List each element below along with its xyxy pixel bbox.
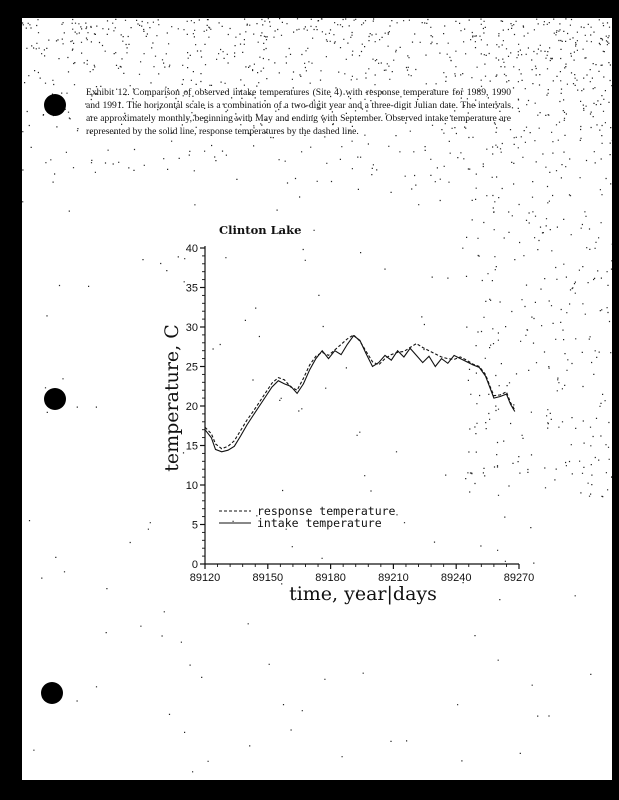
legend-label-response: response temperature xyxy=(257,504,396,518)
y-tick-label: 5 xyxy=(191,519,198,532)
y-tick-label: 35 xyxy=(185,282,198,295)
y-tick-label: 25 xyxy=(185,361,198,374)
x-tick-label: 89180 xyxy=(315,572,346,584)
y-tick-label: 10 xyxy=(185,480,198,492)
x-tick-label: 89240 xyxy=(440,572,472,584)
legend xyxy=(219,504,396,530)
y-tick-label: 15 xyxy=(185,440,198,453)
y-tick-label: 0 xyxy=(191,559,198,571)
x-axis-title: time, year|days xyxy=(289,583,437,605)
series-line-intake xyxy=(205,336,515,452)
y-tick-label: 40 xyxy=(185,243,198,255)
x-tick-label: 89120 xyxy=(189,572,221,584)
x-tick-label: 89270 xyxy=(503,572,535,584)
y-tick-label: 20 xyxy=(185,401,198,413)
y-axis-title: temperature, C xyxy=(161,324,183,472)
y-tick-label: 30 xyxy=(185,322,198,334)
legend-label-intake: intake temperature xyxy=(257,516,382,530)
exhibit-caption: Exhibit 12. Comparison of observed intake temperatures (Site 4) with response temperature for 1989, 1990 and 1991. The horizontal scale is a combination of a two-digit year and a three-digit Julian date. The intervals are approximately monthly, beginning with May and ending with September. Observed intake temperature are represented by the solid line, response temperatures by the dashed line. xyxy=(86,87,511,137)
chart-title: Clinton Lake xyxy=(219,223,302,237)
series-line-response xyxy=(205,335,515,449)
x-tick-label: 89210 xyxy=(378,572,409,584)
x-tick-label: 89150 xyxy=(252,572,284,584)
